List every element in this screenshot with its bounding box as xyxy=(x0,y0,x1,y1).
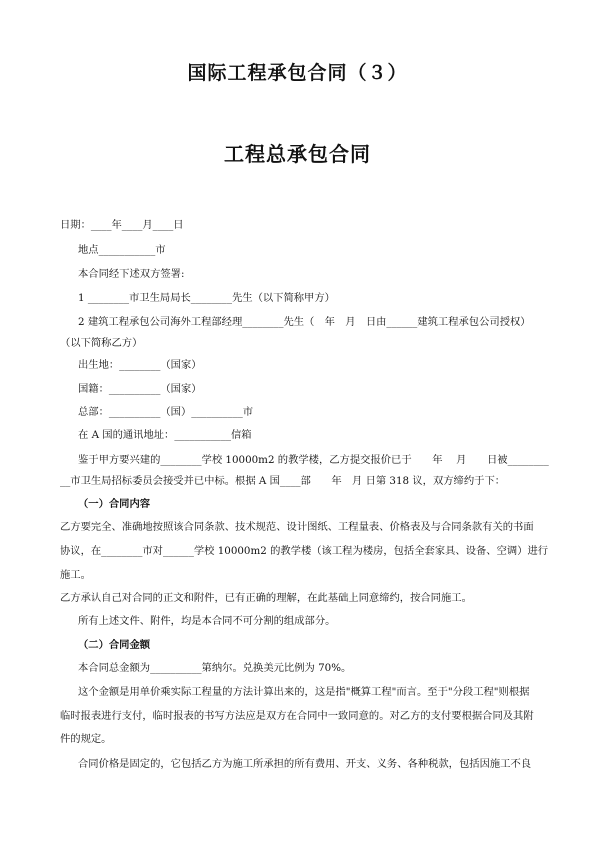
contents-line-5: 所有上述文件、附件，均是本合同不可分割的组成部分。 xyxy=(78,615,336,627)
nationality-line: 国籍：__________（国家） xyxy=(78,383,202,395)
whereas-line-2: __市卫生局招标委员会接受并已中标。根据 A 国____部 年 月 日第 318 议，双方缔约于下： xyxy=(60,475,506,487)
party-b-line: 2 建筑工程承包公司海外工程部经理________先生（ 年 月 日由______建筑工程承包公司授权） xyxy=(78,316,531,328)
contents-line-3: 施工。 xyxy=(60,569,91,581)
document-subtitle: 工程总承包合同 xyxy=(224,142,371,166)
birthplace-line: 出生地：________（国家） xyxy=(78,359,202,371)
contents-line-4: 乙方承认自己对合同的正文和附件，已有正确的理解，在此基础上同意缔约，按合同施工。 xyxy=(60,592,472,604)
amount-line-4: 件的规定。 xyxy=(60,733,112,745)
amount-line-1: 本合同总金额为__________第纳尔。兑换美元比例为 70%。 xyxy=(78,662,352,674)
contents-line-2: 协议，在________市对______学校 10000m2 的教学楼（该工程为楼房，包括全套家具、设备、空调）进行 xyxy=(60,545,549,557)
section-heading-amount: （二）合同金额 xyxy=(78,639,151,651)
amount-line-3: 临时报表进行支付，临时报表的书写方法应是双方在合同中一致同意的。对乙方的支付要根据合同及其附 xyxy=(60,710,534,722)
amount-line-5: 合同价格是固定的，它包括乙方为施工所承担的所有费用、开支、义务、各种税款，包括因施工不良 xyxy=(78,758,532,770)
section-heading-contents: （一）合同内容 xyxy=(78,498,151,510)
party-a-line: 1 ________市卫生局局长________先生（以下简称甲方） xyxy=(78,292,335,304)
address-line: 在 A 国的通讯地址：___________信箱 xyxy=(78,429,252,441)
contents-line-1: 乙方要完全、准确地按照该合同条款、技术规范、设计图纸、工程量表、价格表及与合同条款有关的书面 xyxy=(60,521,534,533)
date-line: 日期：____年____月____日 xyxy=(60,219,184,231)
place-line: 地点___________市 xyxy=(78,244,166,256)
headquarters-line: 总部：__________（国）__________市 xyxy=(78,406,254,418)
party-b-suffix: （以下简称乙方） xyxy=(60,337,143,349)
signing-intro: 本合同经下述双方签署: xyxy=(78,268,185,280)
document-title: 国际工程承包合同（３） xyxy=(187,62,408,84)
amount-line-2: 这个金额是用单价乘实际工程量的方法计算出来的，这是指"概算工程"而言。至于"分段工程"则根据 xyxy=(78,686,530,698)
whereas-line-1: 鉴于甲方要兴建的________学校 10000m2 的教学楼，乙方提交报价已于 年 月 日被________ xyxy=(78,454,549,466)
